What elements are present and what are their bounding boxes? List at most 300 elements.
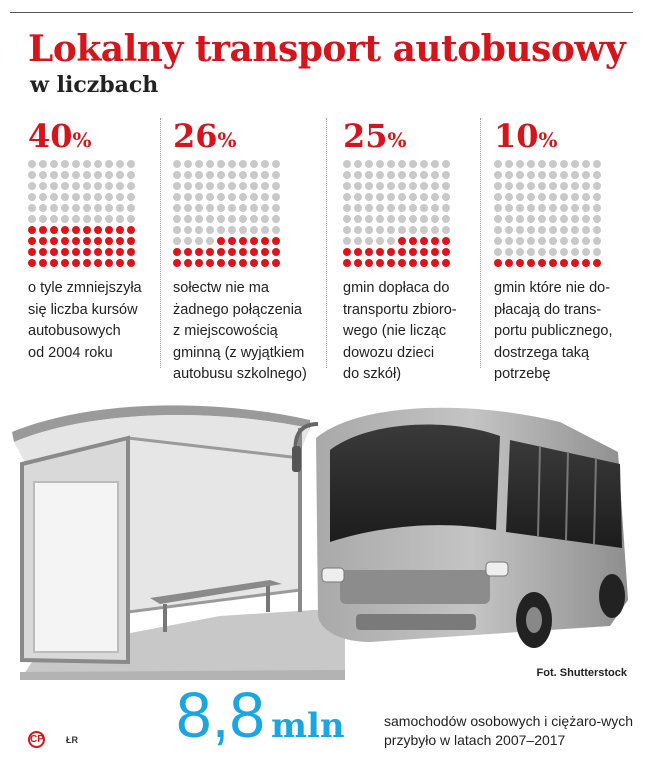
percent-dot xyxy=(261,226,269,234)
page-title: Lokalny transport autobusowy xyxy=(28,28,626,70)
percent-dot xyxy=(28,204,36,212)
percent-dot xyxy=(250,237,258,245)
percent-dot xyxy=(250,226,258,234)
percent-dot xyxy=(61,248,69,256)
percent-dot xyxy=(354,215,362,223)
percent-dot xyxy=(431,171,439,179)
percent-dot xyxy=(105,160,113,168)
percent-dot xyxy=(420,193,428,201)
percent-dot xyxy=(127,237,135,245)
percent-dot xyxy=(272,248,280,256)
percent-dot xyxy=(206,226,214,234)
percent-dot xyxy=(420,182,428,190)
percent-dot xyxy=(549,193,557,201)
percent-dot xyxy=(105,226,113,234)
percent-dot xyxy=(571,160,579,168)
percent-dot xyxy=(431,160,439,168)
stat-percent: 10% xyxy=(494,117,558,155)
percent-dot xyxy=(343,160,351,168)
percent-dot xyxy=(538,182,546,190)
percent-dot xyxy=(72,259,80,267)
percent-dot xyxy=(354,226,362,234)
percent-dot xyxy=(50,204,58,212)
percent-dot xyxy=(442,237,450,245)
percent-dot xyxy=(538,160,546,168)
percent-dot xyxy=(593,259,601,267)
percent-dot xyxy=(83,226,91,234)
headline-number: 8,8 mln xyxy=(176,679,345,751)
author-initials: ŁR xyxy=(66,735,78,745)
percent-dot xyxy=(217,193,225,201)
percent-dot xyxy=(442,215,450,223)
percent-dot xyxy=(549,226,557,234)
percent-dot xyxy=(217,248,225,256)
percent-dot xyxy=(376,226,384,234)
percent-dot xyxy=(39,237,47,245)
percent-dot xyxy=(228,193,236,201)
percent-dot xyxy=(343,193,351,201)
percent-dot xyxy=(228,171,236,179)
percent-dot xyxy=(387,160,395,168)
photo-credit: Fot. Shutterstock xyxy=(536,667,627,679)
percent-dot xyxy=(343,182,351,190)
percent-dot xyxy=(94,237,102,245)
stat-item xyxy=(343,118,483,386)
percent-dot xyxy=(105,182,113,190)
percent-dot xyxy=(571,193,579,201)
percent-dot xyxy=(398,237,406,245)
percent-dot xyxy=(239,204,247,212)
percent-dot xyxy=(593,215,601,223)
stat-percent: 26% xyxy=(173,117,237,155)
percent-dot xyxy=(28,160,36,168)
percent-dot xyxy=(105,248,113,256)
percent-dot xyxy=(387,259,395,267)
percent-dot xyxy=(582,204,590,212)
percent-dot xyxy=(105,171,113,179)
percent-dot xyxy=(72,226,80,234)
percent-dot xyxy=(184,215,192,223)
percent-dot xyxy=(420,204,428,212)
percent-dot xyxy=(127,171,135,179)
percent-dot xyxy=(61,193,69,201)
percent-dot xyxy=(593,182,601,190)
percent-dot xyxy=(494,248,502,256)
percent-dot xyxy=(228,248,236,256)
percent-dot xyxy=(217,182,225,190)
percent-dot xyxy=(217,226,225,234)
percent-dot xyxy=(116,259,124,267)
stat-description: sołectw nie ma żadnego połączenia z miejscowością gminną (z wyjątkiem autobusu szkolnego) xyxy=(173,280,307,382)
percent-dot xyxy=(72,171,80,179)
percent-dot xyxy=(72,215,80,223)
percent-dot xyxy=(538,259,546,267)
percent-dot xyxy=(206,182,214,190)
percent-dot xyxy=(173,182,181,190)
percent-dot xyxy=(582,171,590,179)
percent-dot xyxy=(560,215,568,223)
percent-dot xyxy=(494,171,502,179)
percent-dot xyxy=(365,215,373,223)
percent-dot xyxy=(39,160,47,168)
percent-dot xyxy=(261,248,269,256)
percent-dot xyxy=(442,204,450,212)
percent-dot xyxy=(272,182,280,190)
percent-dot xyxy=(398,226,406,234)
percent-dot xyxy=(261,160,269,168)
percent-dot xyxy=(195,171,203,179)
percent-dot xyxy=(217,204,225,212)
percent-dot xyxy=(206,204,214,212)
percent-dot xyxy=(272,259,280,267)
percent-dot xyxy=(239,193,247,201)
percent-dot xyxy=(261,237,269,245)
percent-dot xyxy=(494,215,502,223)
percent-dot xyxy=(105,259,113,267)
percent-dot xyxy=(250,193,258,201)
percent-dot xyxy=(195,248,203,256)
percent-dot xyxy=(442,193,450,201)
percent-dot xyxy=(206,259,214,267)
column-divider xyxy=(326,118,327,368)
publisher-logo: CP xyxy=(28,730,46,748)
percent-dot xyxy=(516,226,524,234)
percent-dot xyxy=(116,248,124,256)
percent-dot xyxy=(505,193,513,201)
percent-dot xyxy=(560,248,568,256)
percent-dot xyxy=(354,204,362,212)
percent-dot xyxy=(127,160,135,168)
percent-dot xyxy=(72,160,80,168)
percent-dot xyxy=(494,226,502,234)
percent-dot xyxy=(409,204,417,212)
percent-dot xyxy=(94,215,102,223)
percent-dot xyxy=(582,259,590,267)
percent-dot xyxy=(127,248,135,256)
stat-item xyxy=(494,118,634,386)
percent-dot xyxy=(365,171,373,179)
percent-dot xyxy=(28,237,36,245)
percent-dot xyxy=(354,182,362,190)
percent-dot xyxy=(50,160,58,168)
percent-dot xyxy=(409,182,417,190)
percent-dot xyxy=(50,171,58,179)
percent-dot xyxy=(571,237,579,245)
percent-dot xyxy=(560,193,568,201)
percent-dot xyxy=(505,171,513,179)
percent-dot xyxy=(50,193,58,201)
percent-dot xyxy=(538,193,546,201)
percent-dot xyxy=(39,248,47,256)
percent-dot xyxy=(376,182,384,190)
percent-dot xyxy=(365,182,373,190)
percent-dot xyxy=(398,182,406,190)
percent-dot xyxy=(206,215,214,223)
percent-dot xyxy=(250,204,258,212)
percent-dot xyxy=(28,171,36,179)
percent-dot xyxy=(527,182,535,190)
percent-dot xyxy=(571,204,579,212)
percent-dot xyxy=(250,182,258,190)
bus-stop-illustration xyxy=(0,380,651,680)
percent-dot xyxy=(593,248,601,256)
percent-dot xyxy=(387,182,395,190)
percent-dot xyxy=(72,237,80,245)
percent-dot xyxy=(505,215,513,223)
percent-dot xyxy=(354,237,362,245)
percent-dot xyxy=(398,248,406,256)
percent-dot xyxy=(365,226,373,234)
percent-dot xyxy=(83,204,91,212)
percent-dot xyxy=(83,248,91,256)
stat-percent: 25% xyxy=(343,117,407,155)
percent-dot xyxy=(272,204,280,212)
percent-dot xyxy=(431,259,439,267)
percent-dot xyxy=(505,237,513,245)
percent-dot xyxy=(239,160,247,168)
percent-dot xyxy=(116,215,124,223)
percent-dot xyxy=(442,226,450,234)
percent-dot xyxy=(527,193,535,201)
column-divider xyxy=(160,118,161,368)
percent-dot xyxy=(409,237,417,245)
percent-dot xyxy=(527,160,535,168)
percent-dot xyxy=(39,204,47,212)
percent-dot xyxy=(261,193,269,201)
percent-dot xyxy=(127,182,135,190)
percent-dot xyxy=(442,182,450,190)
percent-dot xyxy=(116,204,124,212)
percent-dot xyxy=(272,215,280,223)
percent-dot xyxy=(239,248,247,256)
coach-bus xyxy=(292,408,628,648)
percent-dot xyxy=(195,226,203,234)
percent-dot xyxy=(398,259,406,267)
percent-dot xyxy=(442,171,450,179)
percent-dot xyxy=(195,182,203,190)
percent-dot xyxy=(83,171,91,179)
percent-dot xyxy=(527,259,535,267)
percent-dot xyxy=(127,226,135,234)
percent-dot xyxy=(28,248,36,256)
percent-dot xyxy=(239,215,247,223)
percent-dot xyxy=(387,237,395,245)
percent-dot xyxy=(116,171,124,179)
percent-dot xyxy=(173,160,181,168)
percent-dot xyxy=(505,248,513,256)
percent-dot xyxy=(549,248,557,256)
percent-dot xyxy=(593,160,601,168)
percent-dot xyxy=(431,226,439,234)
percent-dot xyxy=(571,259,579,267)
percent-dot xyxy=(582,182,590,190)
percent-dot xyxy=(365,248,373,256)
percent-dot xyxy=(195,215,203,223)
percent-dot xyxy=(516,237,524,245)
percent-dot xyxy=(409,193,417,201)
percent-dot xyxy=(593,226,601,234)
percent-dot xyxy=(343,259,351,267)
percent-dot xyxy=(94,226,102,234)
percent-dot xyxy=(94,259,102,267)
percent-dot xyxy=(184,204,192,212)
column-divider xyxy=(480,118,481,368)
percent-dot xyxy=(538,237,546,245)
percent-dot xyxy=(549,259,557,267)
percent-dot xyxy=(239,237,247,245)
percent-dot xyxy=(94,193,102,201)
percent-dot xyxy=(173,215,181,223)
percent-dot xyxy=(184,171,192,179)
percent-dot xyxy=(376,248,384,256)
percent-dot xyxy=(593,237,601,245)
percent-dot xyxy=(376,215,384,223)
percent-dot xyxy=(387,248,395,256)
percent-dot xyxy=(83,215,91,223)
percent-dot xyxy=(206,248,214,256)
stat-description: gmin które nie do- płacają do trans- portu publicznego, dostrzega taką potrzebę xyxy=(494,280,613,382)
percent-dot xyxy=(560,182,568,190)
percent-dot xyxy=(250,171,258,179)
percent-dot xyxy=(442,160,450,168)
percent-dot xyxy=(184,226,192,234)
page-subtitle: w liczbach xyxy=(30,72,159,98)
percent-dot xyxy=(72,193,80,201)
percent-dot xyxy=(516,193,524,201)
percent-dot xyxy=(83,160,91,168)
percent-dot xyxy=(365,204,373,212)
percent-dot xyxy=(239,259,247,267)
percent-dot xyxy=(61,204,69,212)
percent-dot xyxy=(582,226,590,234)
percent-dot xyxy=(431,248,439,256)
percent-dot xyxy=(538,171,546,179)
percent-dot xyxy=(94,204,102,212)
percent-dot xyxy=(571,226,579,234)
percent-dot xyxy=(127,204,135,212)
percent-dot xyxy=(94,171,102,179)
dot-grid xyxy=(28,160,168,270)
percent-dot xyxy=(442,259,450,267)
percent-dot xyxy=(505,259,513,267)
percent-dot xyxy=(398,204,406,212)
percent-dot xyxy=(549,182,557,190)
percent-dot xyxy=(593,193,601,201)
percent-dot xyxy=(516,248,524,256)
percent-dot xyxy=(343,171,351,179)
stat-item xyxy=(173,118,313,386)
percent-dot xyxy=(195,259,203,267)
percent-dot xyxy=(527,248,535,256)
percent-dot xyxy=(365,160,373,168)
percent-dot xyxy=(173,248,181,256)
percent-dot xyxy=(127,259,135,267)
percent-dot xyxy=(83,193,91,201)
percent-dot xyxy=(420,237,428,245)
percent-dot xyxy=(217,237,225,245)
percent-dot xyxy=(582,160,590,168)
percent-dot xyxy=(239,182,247,190)
percent-dot xyxy=(420,215,428,223)
percent-dot xyxy=(549,237,557,245)
percent-dot xyxy=(94,160,102,168)
percent-dot xyxy=(398,171,406,179)
percent-dot xyxy=(409,171,417,179)
percent-dot xyxy=(228,215,236,223)
percent-dot xyxy=(61,171,69,179)
percent-dot xyxy=(494,160,502,168)
percent-dot xyxy=(582,193,590,201)
percent-dot xyxy=(516,171,524,179)
percent-dot xyxy=(343,204,351,212)
percent-dot xyxy=(420,160,428,168)
percent-dot xyxy=(28,259,36,267)
percent-dot xyxy=(50,248,58,256)
percent-dot xyxy=(261,182,269,190)
percent-dot xyxy=(206,160,214,168)
percent-dot xyxy=(94,248,102,256)
percent-dot xyxy=(527,237,535,245)
percent-dot xyxy=(272,193,280,201)
percent-dot xyxy=(206,237,214,245)
percent-dot xyxy=(184,193,192,201)
percent-dot xyxy=(228,226,236,234)
percent-dot xyxy=(72,204,80,212)
percent-dot xyxy=(549,171,557,179)
percent-dot xyxy=(195,204,203,212)
percent-dot xyxy=(571,215,579,223)
percent-dot xyxy=(387,215,395,223)
percent-dot xyxy=(571,248,579,256)
percent-dot xyxy=(560,237,568,245)
percent-dot xyxy=(343,215,351,223)
percent-dot xyxy=(516,215,524,223)
percent-dot xyxy=(571,171,579,179)
percent-dot xyxy=(409,248,417,256)
percent-dot xyxy=(376,193,384,201)
percent-dot xyxy=(593,171,601,179)
percent-dot xyxy=(431,215,439,223)
percent-dot xyxy=(582,237,590,245)
percent-dot xyxy=(343,237,351,245)
percent-dot xyxy=(116,160,124,168)
percent-dot xyxy=(61,237,69,245)
stat-percent: 40% xyxy=(28,117,92,155)
headline-description: samochodów osobowych i ciężaro-wych przybyło w latach 2007–2017 xyxy=(384,713,633,748)
percent-dot xyxy=(72,248,80,256)
percent-dot xyxy=(217,259,225,267)
percent-dot xyxy=(387,171,395,179)
percent-dot xyxy=(83,237,91,245)
percent-dot xyxy=(354,248,362,256)
percent-dot xyxy=(50,215,58,223)
percent-dot xyxy=(50,182,58,190)
percent-dot xyxy=(261,215,269,223)
percent-dot xyxy=(398,160,406,168)
stat-description: gmin dopłaca do transportu zbioro- wego (nie licząc dowozu dzieci do szkół) xyxy=(343,280,457,382)
percent-dot xyxy=(494,182,502,190)
percent-dot xyxy=(105,204,113,212)
percent-dot xyxy=(387,204,395,212)
top-rule xyxy=(10,12,633,13)
percent-dot xyxy=(105,193,113,201)
percent-dot xyxy=(61,160,69,168)
percent-dot xyxy=(50,226,58,234)
percent-dot xyxy=(250,215,258,223)
percent-dot xyxy=(494,237,502,245)
percent-dot xyxy=(195,193,203,201)
percent-dot xyxy=(398,215,406,223)
